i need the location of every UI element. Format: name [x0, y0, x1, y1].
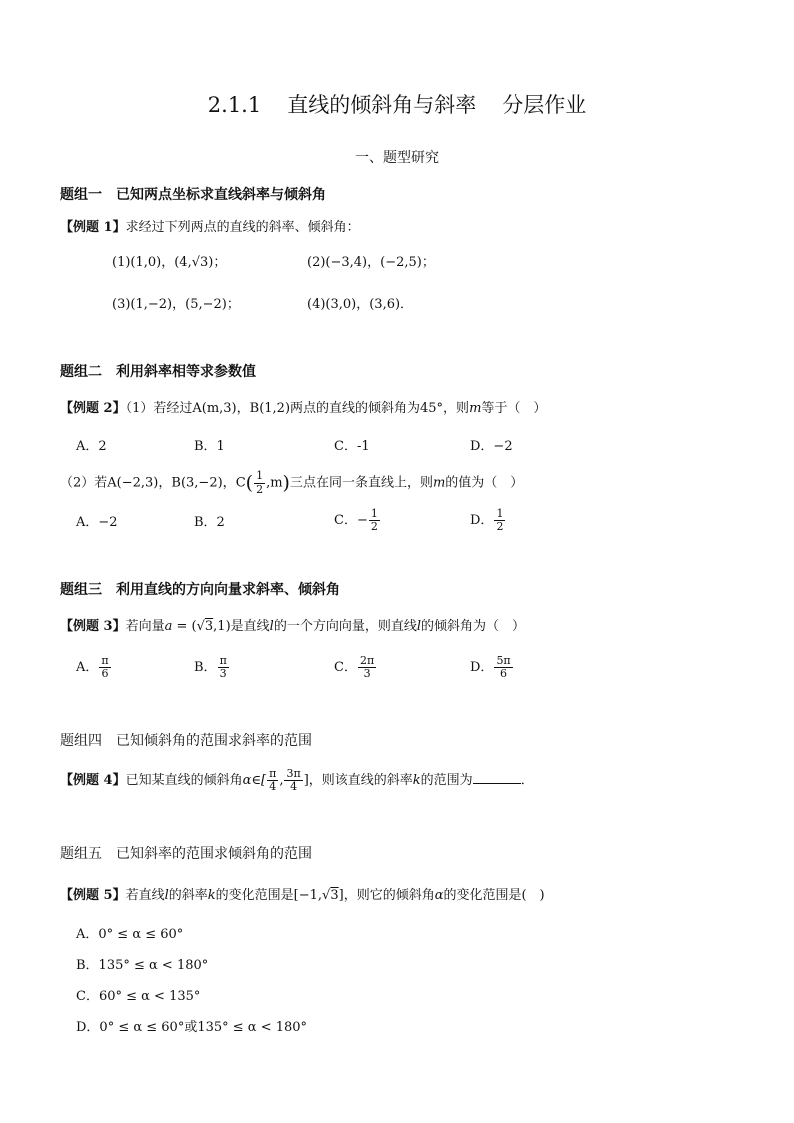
- example-1-item-3: (3)(1,−2)，(5,−2)；: [112, 297, 240, 312]
- example-text: 的斜率: [168, 888, 208, 903]
- option-label: D．: [470, 660, 494, 675]
- alpha-interval-open: α∈[: [242, 773, 267, 788]
- option-b: B．1: [194, 439, 225, 454]
- example-1-item-1: (1)(1,0)，(4,√3)；: [112, 255, 227, 270]
- example-5-stem: 【例题 5】若直线l的斜率k的变化范围是[−1,√3]，则它的倾斜角α的变化范围是( ): [60, 888, 545, 903]
- variable-alpha: α: [434, 888, 444, 903]
- variable-l: l: [416, 619, 422, 634]
- example-text: （1）若经过: [125, 401, 193, 416]
- separator: ，: [158, 475, 172, 491]
- example-tag: 【例题 5】: [60, 888, 126, 903]
- title-number: 2.1.1: [207, 93, 262, 117]
- answer-blank: [473, 771, 521, 784]
- variable-l: l: [269, 619, 274, 634]
- example-text: ，则该直线的斜率: [308, 773, 413, 788]
- point-c-m: ,m: [266, 475, 283, 491]
- interval-close: ]: [303, 773, 309, 788]
- example-2-part-2: （2）若A(−2,3)，B(3,−2)，C( $\frac{1}{2}$ ,m)三点在同一条直线上，则m的值为（ ）: [60, 469, 524, 496]
- group-heading-5: 题组五 已知斜率的范围求倾斜角的范围: [60, 846, 312, 862]
- fraction-denominator: 3: [219, 667, 227, 680]
- example-3-stem: 【例题 3】若向量a = (√3,1)是直线l的一个方向向量，则直线l的倾斜角为（ ）: [60, 619, 526, 634]
- section-heading: 一、题型研究: [355, 150, 439, 166]
- option-label: A．: [76, 660, 99, 675]
- fraction-numerator: 1: [496, 506, 504, 520]
- point-b: B(1,2): [249, 401, 291, 416]
- fraction-denominator: 6: [500, 667, 508, 680]
- option-a: A．−2: [76, 515, 118, 530]
- example-2-part-1: [60, 402, 546, 415]
- fraction-numerator: 3π: [286, 766, 301, 780]
- fraction-numerator: 5π: [496, 653, 511, 667]
- option-b: [194, 652, 230, 684]
- separator: ，: [236, 401, 250, 416]
- option-d: [470, 506, 506, 536]
- fraction: [267, 768, 278, 793]
- fraction-denominator: 2: [256, 482, 264, 496]
- example-text: = (: [172, 619, 197, 634]
- variable-k: k: [412, 773, 421, 788]
- fraction-numerator: 1: [370, 506, 378, 520]
- example-text: 求经过下列两点的直线的斜率、倾斜角：: [125, 220, 360, 235]
- example-text: 等于（ ）: [481, 401, 547, 416]
- example-1-item-2: (2)(−3,4)，(−2,5)；: [307, 255, 435, 270]
- fraction: [358, 655, 376, 680]
- point-a: A(−2,3): [107, 475, 159, 491]
- option-label: C．: [334, 660, 357, 675]
- fraction: [218, 655, 229, 680]
- option-b: B．135° ≤ α < 180°: [76, 958, 209, 973]
- fraction: [254, 470, 265, 495]
- example-text: 的值为（ ）: [445, 475, 524, 491]
- fraction: [99, 655, 110, 680]
- title-main: 直线的倾斜角与斜率: [287, 93, 477, 117]
- option-label: B．: [194, 660, 217, 675]
- separator: ，: [222, 475, 236, 491]
- fraction-numerator: 1: [256, 469, 264, 483]
- example-text: 若直线: [125, 888, 165, 903]
- example-1-item-4: (4)(3,0)，(3,6)．: [307, 297, 414, 312]
- example-tag: 【例题 3】: [60, 619, 126, 634]
- group-heading-4: 题组四 已知倾斜角的范围求斜率的范围: [60, 733, 312, 749]
- group-heading-3: 题组三 利用直线的方向向量求斜率、倾斜角: [60, 582, 340, 598]
- example-1-stem: [60, 221, 360, 234]
- option-d: D．0° ≤ α ≤ 60°或135° ≤ α < 180°: [76, 1020, 308, 1035]
- option-c: [334, 506, 381, 536]
- vector-a: a: [164, 619, 173, 634]
- example-tag: 【例题 2】: [60, 401, 126, 416]
- option-c: [334, 652, 377, 684]
- option-c: C．-1: [334, 439, 370, 454]
- fraction: [494, 655, 512, 680]
- variable-l: l: [164, 888, 169, 903]
- group-heading-2: 题组二 利用斜率相等求参数值: [60, 364, 256, 380]
- example-text: ]，则它的倾斜角: [338, 888, 435, 903]
- radicand: 3: [330, 888, 339, 903]
- point-c: C: [235, 475, 246, 491]
- fraction-denominator: 4: [269, 780, 277, 793]
- example-text: （2）若: [60, 475, 108, 491]
- example-text: 的变化范围是( ): [443, 888, 545, 903]
- example-text: 三点在同一条直线上，则: [289, 475, 433, 491]
- title-sub: 分层作业: [502, 93, 587, 117]
- fraction-denominator: 6: [101, 667, 109, 680]
- example-text: 的范围为: [420, 773, 473, 788]
- option-c: C．60° ≤ α < 135°: [76, 989, 201, 1004]
- variable-k: k: [207, 888, 216, 903]
- point-a: A(m,3): [192, 401, 237, 416]
- example-4-stem: [60, 765, 534, 797]
- example-tag: 【例题 4】: [60, 773, 126, 788]
- option-d: [470, 652, 514, 684]
- fraction: [369, 508, 380, 533]
- fraction: [284, 768, 302, 793]
- fraction-denominator: 4: [290, 780, 298, 793]
- option-label: C．−: [334, 513, 368, 528]
- radicand: 3: [204, 619, 214, 634]
- fraction-numerator: π: [101, 653, 109, 667]
- variable-m: m: [432, 475, 446, 491]
- page-title: [0, 95, 794, 116]
- fraction-denominator: 3: [363, 667, 371, 680]
- example-text: ．: [520, 773, 534, 788]
- option-b: B．2: [194, 515, 225, 530]
- option-d: D．−2: [470, 439, 513, 454]
- example-text: ,1)是直线: [213, 619, 270, 634]
- fraction: [494, 508, 505, 533]
- variable-m: m: [469, 401, 482, 416]
- option-a: A．2: [76, 439, 107, 454]
- option-label: D．: [470, 513, 494, 528]
- option-a: [76, 652, 112, 684]
- example-text: 的一个方向向量，则直线: [273, 619, 417, 634]
- option-a: A．0° ≤ α ≤ 60°: [76, 927, 184, 942]
- fraction-denominator: 2: [496, 520, 504, 533]
- example-text: 两点的直线的倾斜角为45°，则: [290, 401, 470, 416]
- example-text: 已知某直线的倾斜角: [125, 773, 243, 788]
- fraction-numerator: 2π: [359, 653, 375, 667]
- example-text: 若向量: [125, 619, 165, 634]
- fraction-denominator: 2: [370, 520, 378, 533]
- point-b: B(3,−2): [171, 475, 223, 491]
- fraction-numerator: π: [269, 766, 277, 780]
- fraction-numerator: π: [219, 653, 227, 667]
- example-tag: 【例题 1】: [60, 220, 126, 235]
- example-text: 的倾斜角为（ ）: [421, 619, 526, 634]
- example-text: 的变化范围是[−1,: [215, 888, 323, 903]
- group-heading-1: 题组一 已知两点坐标求直线斜率与倾斜角: [60, 187, 326, 203]
- separator: ,: [279, 773, 284, 788]
